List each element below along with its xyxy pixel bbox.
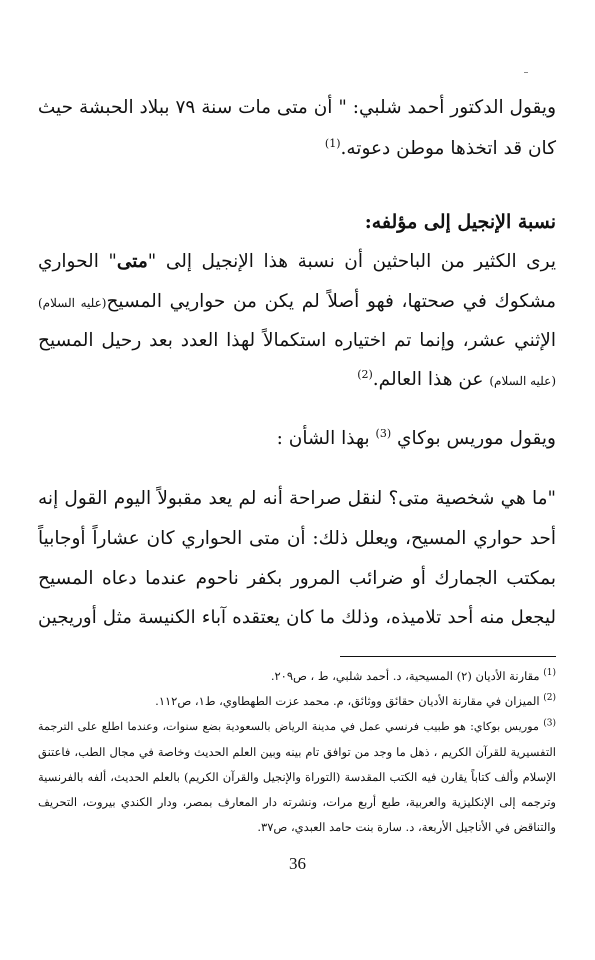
paragraph-3	[38, 427, 556, 451]
paragraph-2-line-4	[38, 368, 556, 393]
footnote-3-text-3: الإسلام وألف كتاباً يقارن فيه الكتب المقدسة (التوراة والإنجيل والقرآن الكريم) بالعلم الحديث، ألفه بالفرنسية	[38, 770, 556, 784]
footnote-3-line-4	[38, 794, 556, 810]
footnote-3-text-5: والتناقض في الأناجيل الأربعة، د. سارة بنت حامد العبدي، ص٣٧.	[257, 820, 556, 834]
paragraph-2-line-3-text: الإثني عشر، وإنما تم اختياره استكمالاً لهذا العدد بعد رحيل المسيح	[38, 330, 556, 351]
footnote-3-number: (3)	[543, 718, 557, 729]
paragraph-1-line-1-text: ويقول الدكتور أحمد شلبي: " أن متى مات سنة ٧٩ ببلاد الحبشة حيث	[37, 97, 556, 118]
quote-line-1	[38, 487, 556, 511]
scan-speck	[524, 72, 528, 73]
section-heading: نسبة الإنجيل إلى مؤلفه:	[364, 211, 556, 233]
footnote-ref-2[interactable]: (2)	[357, 367, 373, 381]
paragraph-2-line-4-text: عن هذا العالم.	[372, 369, 490, 390]
paragraph-1-line-2-text: كان قد اتخذها موطن دعوته.	[340, 138, 556, 159]
quote-line-3-text: بمكتب الجمارك أو ضرائب المرور بكفر ناحوم عندما دعاه المسيح	[38, 568, 556, 589]
paragraph-2-highlight-matthew: متى	[116, 251, 148, 272]
paragraph-2-line-1-part-b: " الحواري	[38, 251, 117, 272]
footnote-ref-1[interactable]: (1)	[324, 136, 341, 150]
footnote-1	[38, 668, 556, 684]
quote-line-4-text: ليجعل منه أحد تلاميذه، وذلك ما كان يعتقده آباء الكنيسة مثل أوريجين	[38, 607, 556, 628]
footnote-3-text-1: موريس بوكاي: هو طبيب فرنسي عمل في مدينة الرياض بالسعودية بضع سنوات، وعندما اطلع على الترجمة	[38, 720, 540, 733]
honorific-1: (عليه السلام)	[38, 296, 107, 310]
footnote-2	[38, 693, 556, 709]
footnote-2-text: الميزان في مقارنة الأديان حقائق ووثائق، م. محمد عزت الطهطاوي، ط١، ص١١٢.	[155, 694, 540, 708]
paragraph-3-after: بهذا الشأن :	[276, 428, 376, 449]
footnote-3-line-2	[38, 744, 556, 760]
quote-line-1-text: "ما هي شخصية متى؟ لنقل صراحة أنه لم يعد مقبولاً اليوم القول إنه	[38, 488, 556, 509]
quote-line-2-text: أحد حواري المسيح، ويعلل ذلك: أن متى الحواري كان عشاراً أوجابياً	[38, 528, 556, 549]
footnote-3-text-2: التفسيرية للقرآن الكريم ، ذهل ما وجد من توافق تام بينه وبين العلم الحديث وخاصة في مجال الطب، فاعتنق	[38, 745, 556, 759]
paragraph-2-line-1-part-a: يرى الكثير من الباحثين أن نسبة هذا الإنجيل إلى "	[147, 251, 556, 272]
paragraph-2-line-2	[38, 290, 556, 315]
paragraph-2-line-3	[38, 329, 556, 353]
paragraph-3-before: ويقول موريس بوكاي	[391, 428, 556, 449]
footnote-2-number: (2)	[543, 693, 556, 704]
footnote-3-line-5	[38, 819, 556, 835]
footnote-3-line-1	[38, 719, 556, 735]
footnote-ref-3[interactable]: (3)	[375, 426, 392, 440]
footnote-3-text-4: وترجمه إلى الإنكليزية والعربية، طبع أربع مرات، ونشرته دار المعارف بمصر، ودار الكندي بيروت، التحريف	[38, 795, 556, 809]
page-number: 36	[289, 854, 306, 873]
footnote-1-number: (1)	[543, 668, 556, 679]
paragraph-2-line-2-text: مشكوك في صحتها، فهو أصلاً لم يكن من حواريي المسيح	[106, 291, 556, 312]
footnote-separator	[340, 656, 556, 657]
quote-line-2	[38, 527, 556, 551]
footnote-1-text: مقارنة الأديان (٢) المسيحية، د. أحمد شلبي، ط ، ص٢٠٩.	[270, 669, 540, 683]
quote-line-4	[38, 606, 556, 630]
paragraph-2-line-1	[38, 250, 556, 274]
paragraph-1-line-1	[38, 96, 556, 120]
footnote-3-line-3	[38, 769, 556, 785]
quote-line-3	[38, 567, 556, 591]
paragraph-1-line-2	[38, 137, 556, 161]
honorific-2: (عليه السلام)	[489, 374, 556, 388]
